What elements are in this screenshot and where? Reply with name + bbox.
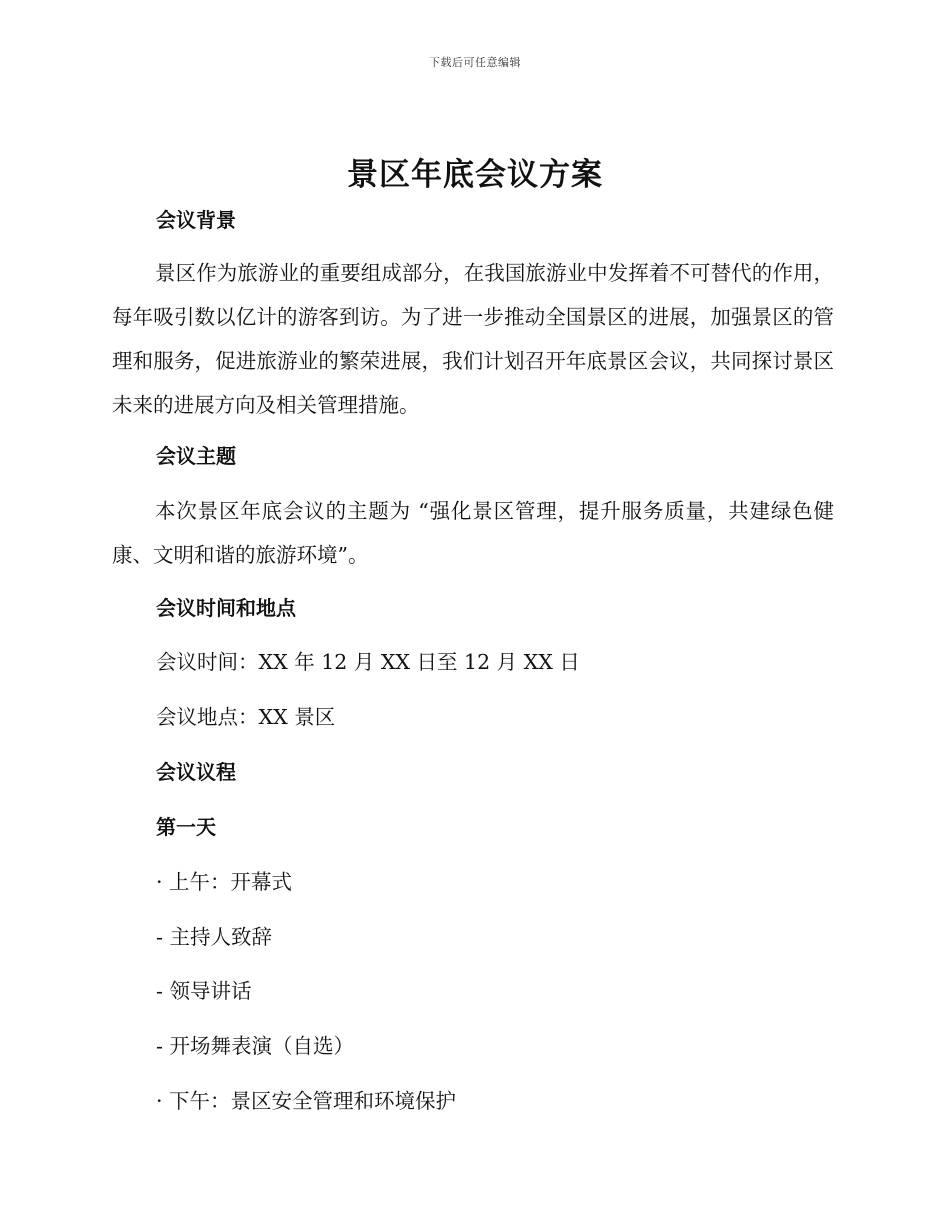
agenda-item: · 上午：开幕式 [156, 870, 293, 894]
agenda-item: - 主持人致辞 [156, 925, 272, 949]
header-note: 下载后可任意编辑 [429, 56, 521, 69]
paragraph-theme: 本次景区年底会议的主题为 “强化景区管理，提升服务质量，共建绿色健康、文明和谐的旅游环境”。 [112, 499, 834, 567]
meeting-time: 会议时间：XX 年 12 月 XX 日至 12 月 XX 日 [156, 650, 580, 674]
heading-background: 会议背景 [156, 208, 236, 232]
paragraph-background: 景区作为旅游业的重要组成部分，在我国旅游业中发挥着不可替代的作用，每年吸引数以亿计的游客到访。为了进一步推动全国景区的进展，加强景区的管理和服务，促进旅游业的繁荣进展，我们计划召开年底景区会议，共同探讨景区未来的进展方向及相关管理措施。 [112, 261, 834, 417]
agenda-item: · 下午：景区安全管理和环境保护 [156, 1089, 457, 1113]
agenda-item: - 领导讲话 [156, 979, 252, 1003]
heading-theme: 会议主题 [156, 444, 236, 468]
document-title: 景区年底会议方案 [347, 157, 603, 193]
heading-day-one: 第一天 [156, 815, 216, 839]
heading-agenda: 会议议程 [156, 760, 236, 784]
meeting-place: 会议地点：XX 景区 [156, 705, 336, 729]
agenda-item: - 开场舞表演（自选） [156, 1034, 354, 1058]
heading-time-place: 会议时间和地点 [156, 596, 296, 620]
